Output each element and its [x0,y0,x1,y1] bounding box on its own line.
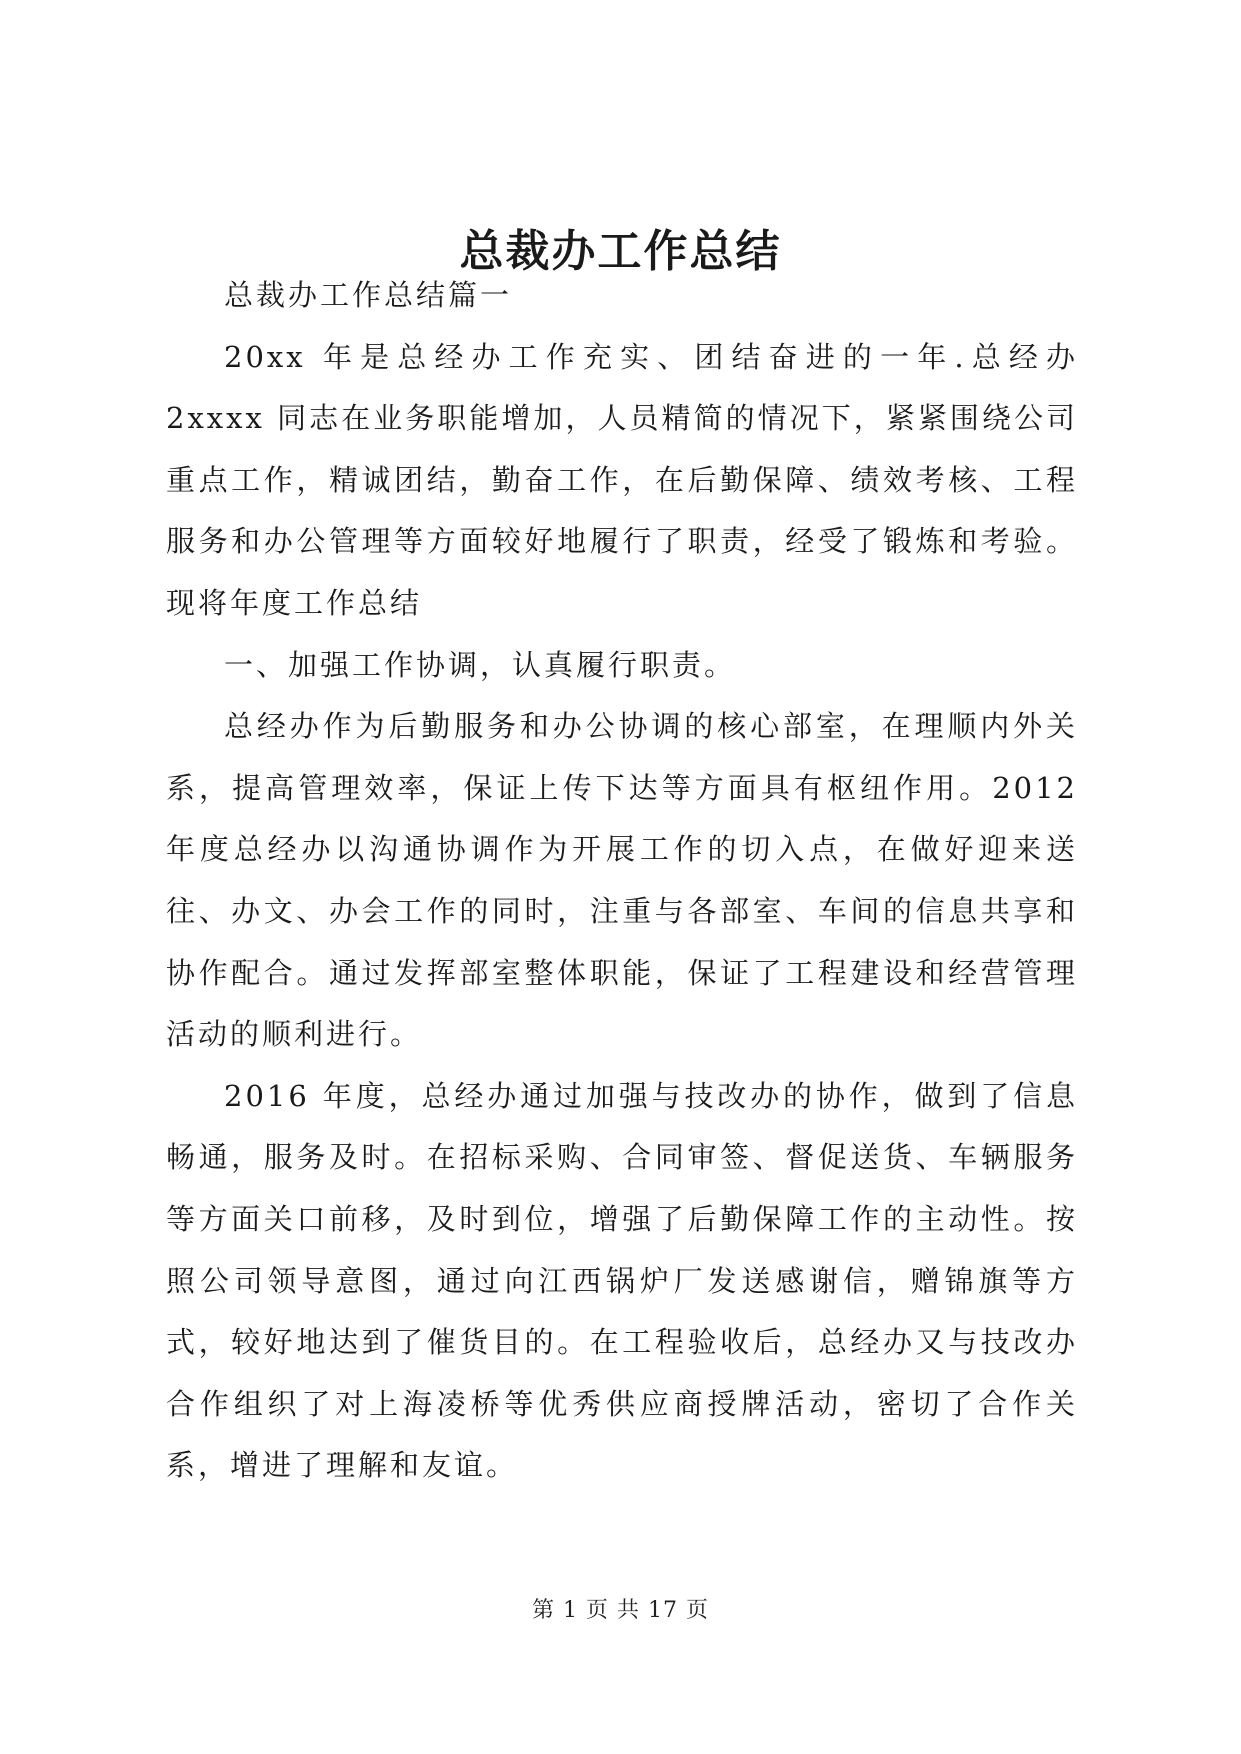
document-title: 总裁办工作总结 [459,226,782,277]
document-body [166,265,1078,1497]
paragraph: 20xx 年是总经办工作充实、团结奋进的一年.总经办 2xxxx 同志在业务职能增加，人员精简的情况下，紧紧围绕公司重点工作，精诚团结，勤奋工作，在后勤保障、绩效考核、工程服务和办公管理等方面较好地履行了职责，经受了锻炼和考验。现将年度工作总结 [166,339,1078,620]
section-heading: 总裁办工作总结篇一 [224,278,513,312]
page-number-footer: 第 1 页 共 17 页 [532,1598,709,1623]
paragraph: 总经办作为后勤服务和办公协调的核心部室，在理顺内外关系，提高管理效率，保证上传下达等方面具有枢纽作用。2012 年度总经办以沟通协调作为开展工作的切入点，在做好迎来送往、办文、办会工作的同时，注重与各部室、车间的信息共享和协作配合。通过发挥部室整体职能，保证了工程建设和经营管理活动的顺利进行。 [166,709,1078,1052]
paragraph: 2016 年度，总经办通过加强与技改办的协作，做到了信息畅通，服务及时。在招标采购、合同审签、督促送货、车辆服务等方面关口前移，及时到位，增强了后勤保障工作的主动性。按照公司领导意图，通过向江西锅炉厂发送感谢信，赠锦旗等方式，较好地达到了催货目的。在工程验收后，总经办又与技改办合作组织了对上海凌桥等优秀供应商授牌活动，密切了合作关系，增进了理解和友谊。 [166,1078,1078,1483]
subsection-heading: 一、加强工作协调，认真履行职责。 [224,647,737,682]
